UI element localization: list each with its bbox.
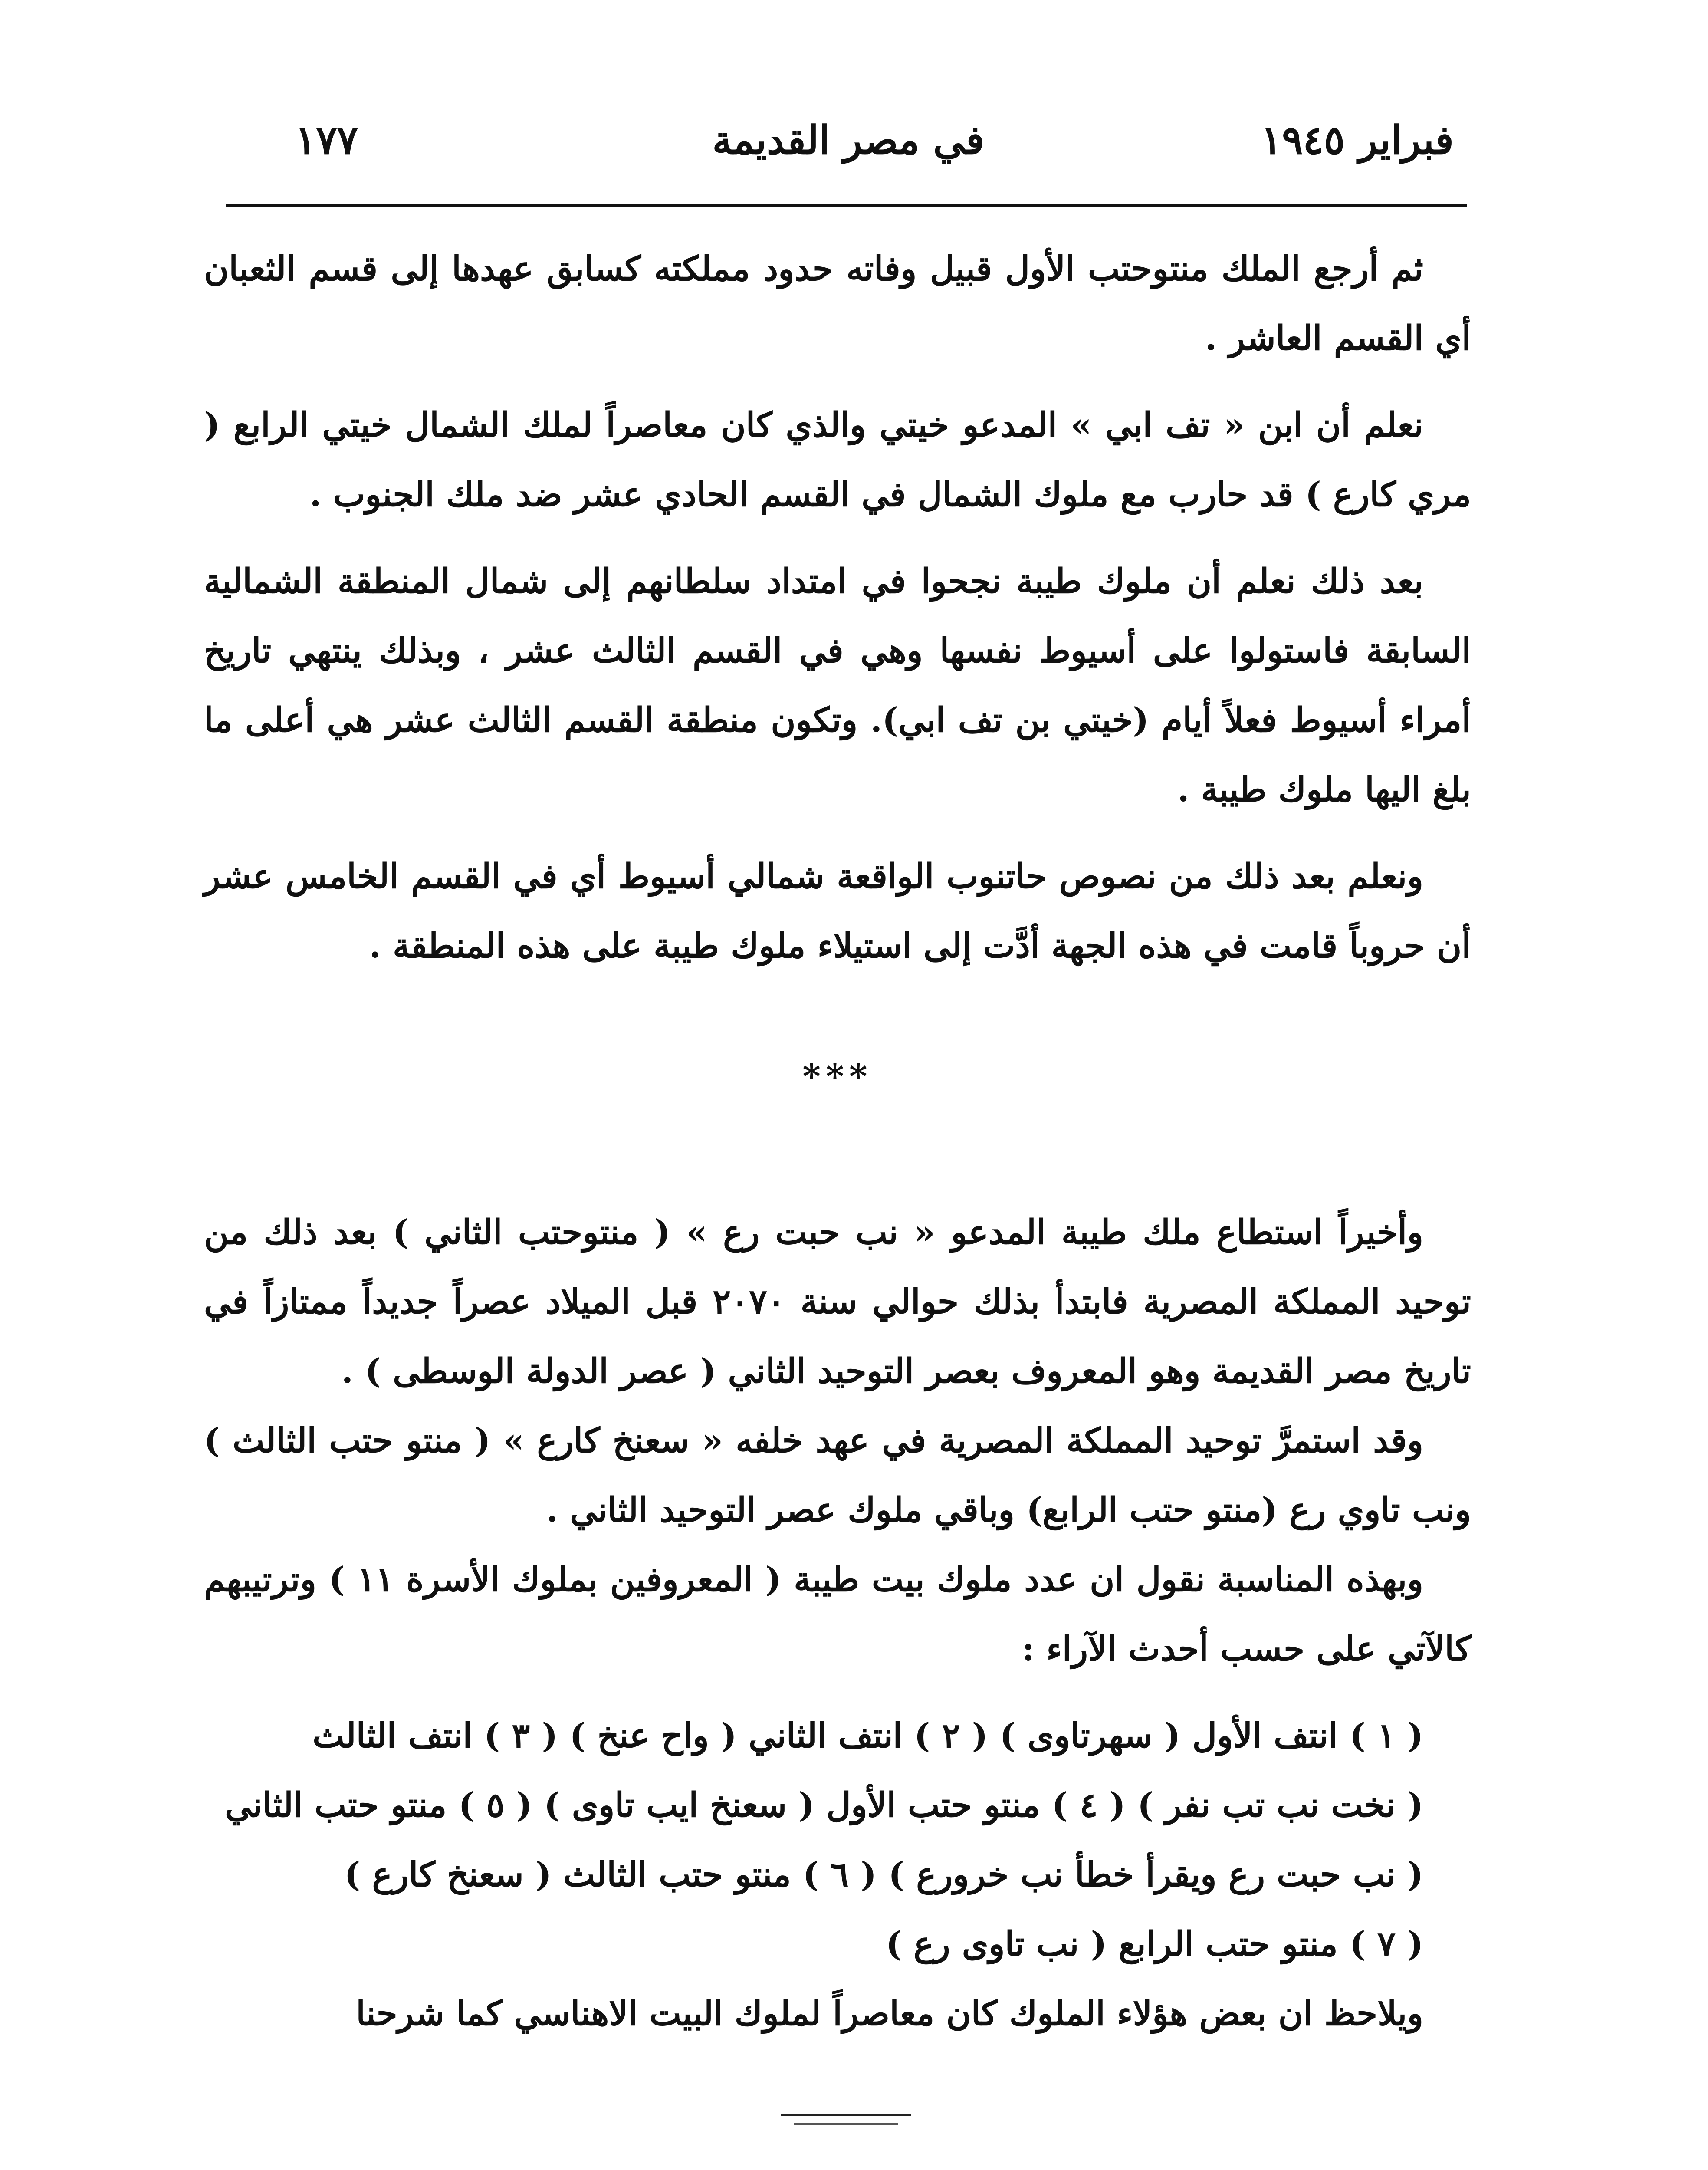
header-page-number: ١٧٧ — [295, 117, 358, 163]
paragraph-2: نعلم أن ابن « تف ابي » المدعو خيتي والذي كان معاصراً لملك الشمال خيتي الرابع ( مري كارع ) قد حارب مع ملوك الشمال في القسم الحادي عشر ضد ملك الجنوب . — [204, 405, 1471, 514]
kings-list-line-3: ( نب حبت رع ويقرأ خطأ نب خرورع ) ( ٦ ) منتو حتب الثالث ( سعنخ كارع ) — [344, 1855, 1423, 1894]
header-date: فبراير ١٩٤٥ — [1261, 117, 1454, 163]
kings-list-line-2: ( نخت نب تب نفر ) ( ٤ ) منتو حتب الأول ( سعنخ ايب تاوى ) ( ٥ ) منتو حتب الثاني — [225, 1785, 1423, 1825]
section-separator: *** — [802, 1056, 873, 1097]
body-text — [204, 234, 1471, 2048]
paragraph-5: وأخيراً استطاع ملك طيبة المدعو « نب حبت رع » ( منتوحتب الثاني ) بعد ذلك من توحيد المملكة المصرية فابتدأ بذلك حوالي سنة ٢٠٧٠ قبل الميلاد عصراً جديداً ممتازاً في تاريخ مصر القديمة وهو المعروف بعصر التوحيد الثاني ( عصر الدولة الوسطى ) . — [204, 1213, 1471, 1391]
paragraph-1: ثم أرجع الملك منتوحتب الأول قبيل وفاته حدود مملكته كسابق عهدها إلى قسم الثعبان أي القسم العاشر . — [204, 249, 1471, 358]
paragraph-4: ونعلم بعد ذلك من نصوص حاتنوب الواقعة شمالي أسيوط أي في القسم الخامس عشر أن حروباً قامت في هذه الجهة أدَّت إلى استيلاء ملوك طيبة على هذه المنطقة . — [204, 857, 1471, 966]
paragraph-6: وقد استمرَّ توحيد المملكة المصرية في عهد خلفه « سعنخ كارع » ( منتو حتب الثالث ) ونب تاوي رع (منتو حتب الرابع) وباقي ملوك عصر التوحيد الثاني . — [204, 1421, 1471, 1530]
final-paragraph: ويلاحظ ان بعض هؤلاء الملوك كان معاصراً لملوك البيت الاهناسي كما شرحنا — [356, 1994, 1423, 2033]
footer-rule-secondary — [794, 2123, 898, 2125]
header-rule — [226, 204, 1467, 207]
paragraph-7: وبهذه المناسبة نقول ان عدد ملوك بيت طيبة ( المعروفين بملوك الأسرة ١١ ) وترتيبهم كالآتي على حسب أحدث الآراء : — [204, 1560, 1471, 1669]
paragraph-3: بعد ذلك نعلم أن ملوك طيبة نجحوا في امتداد سلطانهم إلى شمال المنطقة الشمالية السابقة فاستولوا على أسيوط نفسها وهي في القسم الثالث عشر ، وبذلك ينتهي تاريخ أمراء أسيوط فعلاً أيام (خيتي بن تف ابي). وتكون منطقة القسم الثالث عشر هي أعلى ما بلغ اليها ملوك طيبة . — [204, 562, 1471, 809]
header-title: في مصر القديمة — [712, 117, 985, 163]
page-header — [243, 108, 1454, 174]
kings-list-line-1: ( ١ ) انتف الأول ( سهرتاوى ) ( ٢ ) انتف الثاني ( واح عنخ ) ( ٣ ) انتف الثالث — [312, 1716, 1423, 1756]
footer-rule — [781, 2114, 911, 2116]
kings-list-line-4: ( ٧ ) منتو حتب الرابع ( نب تاوى رع ) — [886, 1924, 1423, 1964]
